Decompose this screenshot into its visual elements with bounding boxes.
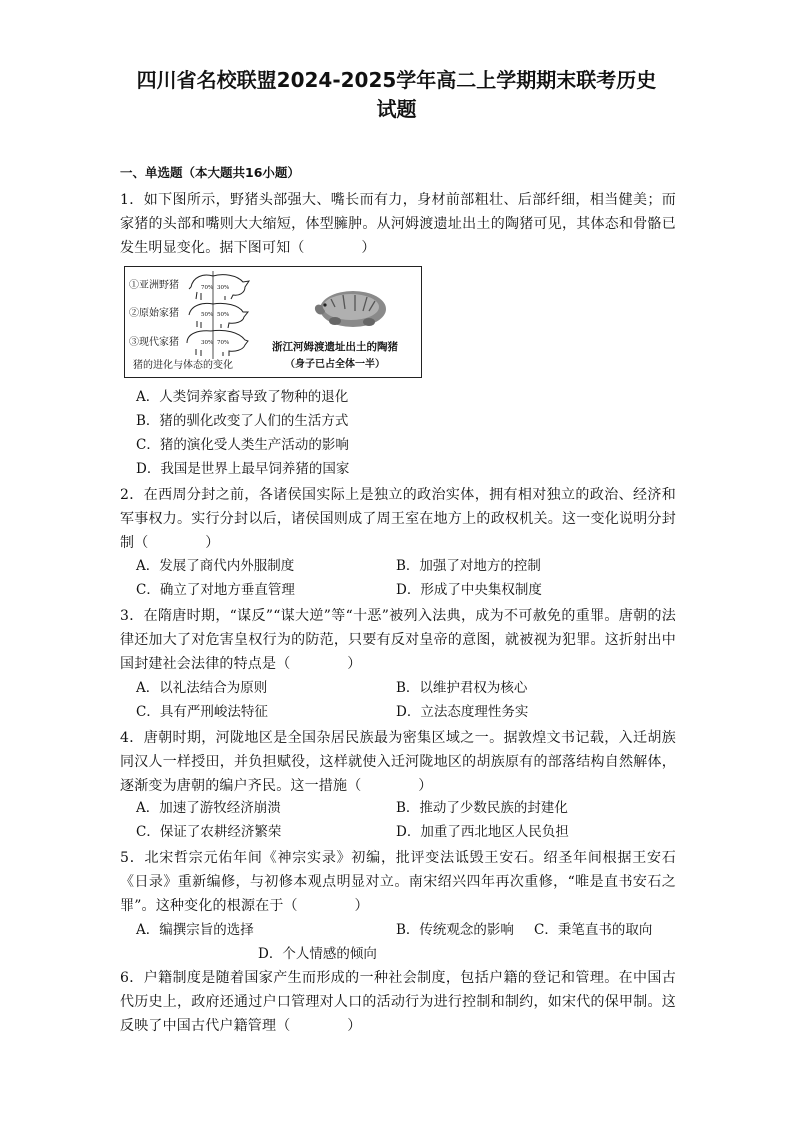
question-2-option-b[interactable]: B．加强了对地方的控制 xyxy=(396,558,541,574)
title-line-1: 四川省名校联盟2024-2025学年高二上学期期末联考历史 xyxy=(136,68,657,92)
question-3-stem: 3．在隋唐时期，“谋反”“谋大逆”等“十恶”被列入法典，成为不可赦免的重罪。唐朝的法律还加大了对危害皇权行为的防范，只要有反对皇帝的意图，就被视为犯罪。这折射出中国封建社会法律的特点是（ ） xyxy=(120,608,676,672)
question-5-option-a[interactable]: A．编撰宗旨的选择 xyxy=(136,922,254,938)
pct-r1-b: 30% xyxy=(217,285,230,291)
pct-r3-b: 70% xyxy=(217,340,230,346)
question-4-stem: 4．唐朝时期，河陇地区是全国杂居民族最为密集区域之一。据敦煌文书记载，入迁胡族同汉人一样授田，并负担赋役，这样就使入迁河陇地区的胡族原有的部落结构自然解体，逐渐变为唐朝的编户齐民。这一措施（ ） xyxy=(120,730,676,794)
figure-left-caption: 猪的进化与体态的变化 xyxy=(133,360,233,371)
question-6-stem: 6．户籍制度是随着国家产生而形成的一种社会制度，包括户籍的登记和管理。在中国古代历史上，政府还通过户口管理对人口的活动行为进行控制和制约，如宋代的保甲制。这反映了中国古代户籍管理（ ） xyxy=(120,970,676,1034)
question-4-option-a[interactable]: A．加速了游牧经济崩溃 xyxy=(136,800,281,816)
question-4-option-d[interactable]: D．加重了西北地区人民负担 xyxy=(396,824,569,840)
document-title xyxy=(80,66,713,124)
pottery-pig-caption-1: 浙江河姆渡遗址出土的陶猪 xyxy=(272,341,398,353)
question-4-option-c[interactable]: C．保证了农耕经济繁荣 xyxy=(136,824,282,840)
question-2-option-c[interactable]: C．确立了对地方垂直管理 xyxy=(136,582,295,598)
pottery-pig-caption-2: （身子已占全体一半） xyxy=(285,359,385,370)
question-3-option-a[interactable]: A．以礼法结合为原则 xyxy=(136,680,268,696)
question-1-figure xyxy=(124,266,422,378)
question-5-stem: 5．北宋哲宗元佑年间《神宗实录》初编，批评变法诋毁王安石。绍圣年间根据王安石《日录》重新编修，与初修本观点明显对立。南宋绍兴四年再次重修，“唯是直书安石之罪”。这种变化的根源在于（ ） xyxy=(120,850,676,914)
question-4-option-b[interactable]: B．推动了少数民族的封建化 xyxy=(396,800,568,816)
question-1-option-c[interactable]: C．猪的演化受人类生产活动的影响 xyxy=(136,437,349,453)
pct-r2-b: 50% xyxy=(217,312,230,318)
pct-r2-a: 50% xyxy=(201,312,214,318)
pct-r1-a: 70% xyxy=(201,285,214,291)
pct-r3-a: 30% xyxy=(201,340,214,346)
question-5-option-b[interactable]: B．传统观念的影响 xyxy=(396,922,514,938)
question-1-option-d[interactable]: D．我国是世界上最早饲养猪的国家 xyxy=(136,461,350,477)
question-2-option-a[interactable]: A．发展了商代内外服制度 xyxy=(136,558,295,574)
figure-label-primitive-pig: ②原始家猪 xyxy=(129,308,179,319)
section-heading: 一、单选题（本大题共16小题） xyxy=(120,165,300,180)
question-5-option-d[interactable]: D．个人情感的倾向 xyxy=(258,946,377,962)
title-line-2: 试题 xyxy=(376,97,417,121)
question-3-option-d[interactable]: D．立法态度理性务实 xyxy=(396,704,529,720)
question-3-option-c[interactable]: C．具有严刑峻法特征 xyxy=(136,704,268,720)
question-1-option-a[interactable]: A．人类饲养家畜导致了物种的退化 xyxy=(136,389,349,405)
question-1-stem: 1．如下图所示，野猪头部强大、嘴长而有力，身材前部粗壮、后部纤细，相当健美；而家猪的头部和嘴则大大缩短，体型臃肿。从河姆渡遗址出土的陶猪可见，其体态和骨骼已发生明显变化。据下图可知（ ） xyxy=(120,192,676,256)
question-2-option-d[interactable]: D．形成了中央集权制度 xyxy=(396,582,542,598)
figure-label-wild-boar: ①亚洲野猪 xyxy=(129,280,179,291)
question-1-option-b[interactable]: B．猪的驯化改变了人们的生活方式 xyxy=(136,413,349,429)
question-2-stem: 2．在西周分封之前，各诸侯国实际上是独立的政治实体，拥有相对独立的政治、经济和军事权力。实行分封以后，诸侯国则成了周王室在地方上的政权机关。这一变化说明分封制（ ） xyxy=(120,487,676,551)
question-5-option-c[interactable]: C．秉笔直书的取向 xyxy=(534,922,653,938)
figure-label-modern-pig: ③现代家猪 xyxy=(129,337,179,348)
pottery-pig-image xyxy=(311,285,393,333)
question-3-option-b[interactable]: B．以维护君权为核心 xyxy=(396,680,528,696)
